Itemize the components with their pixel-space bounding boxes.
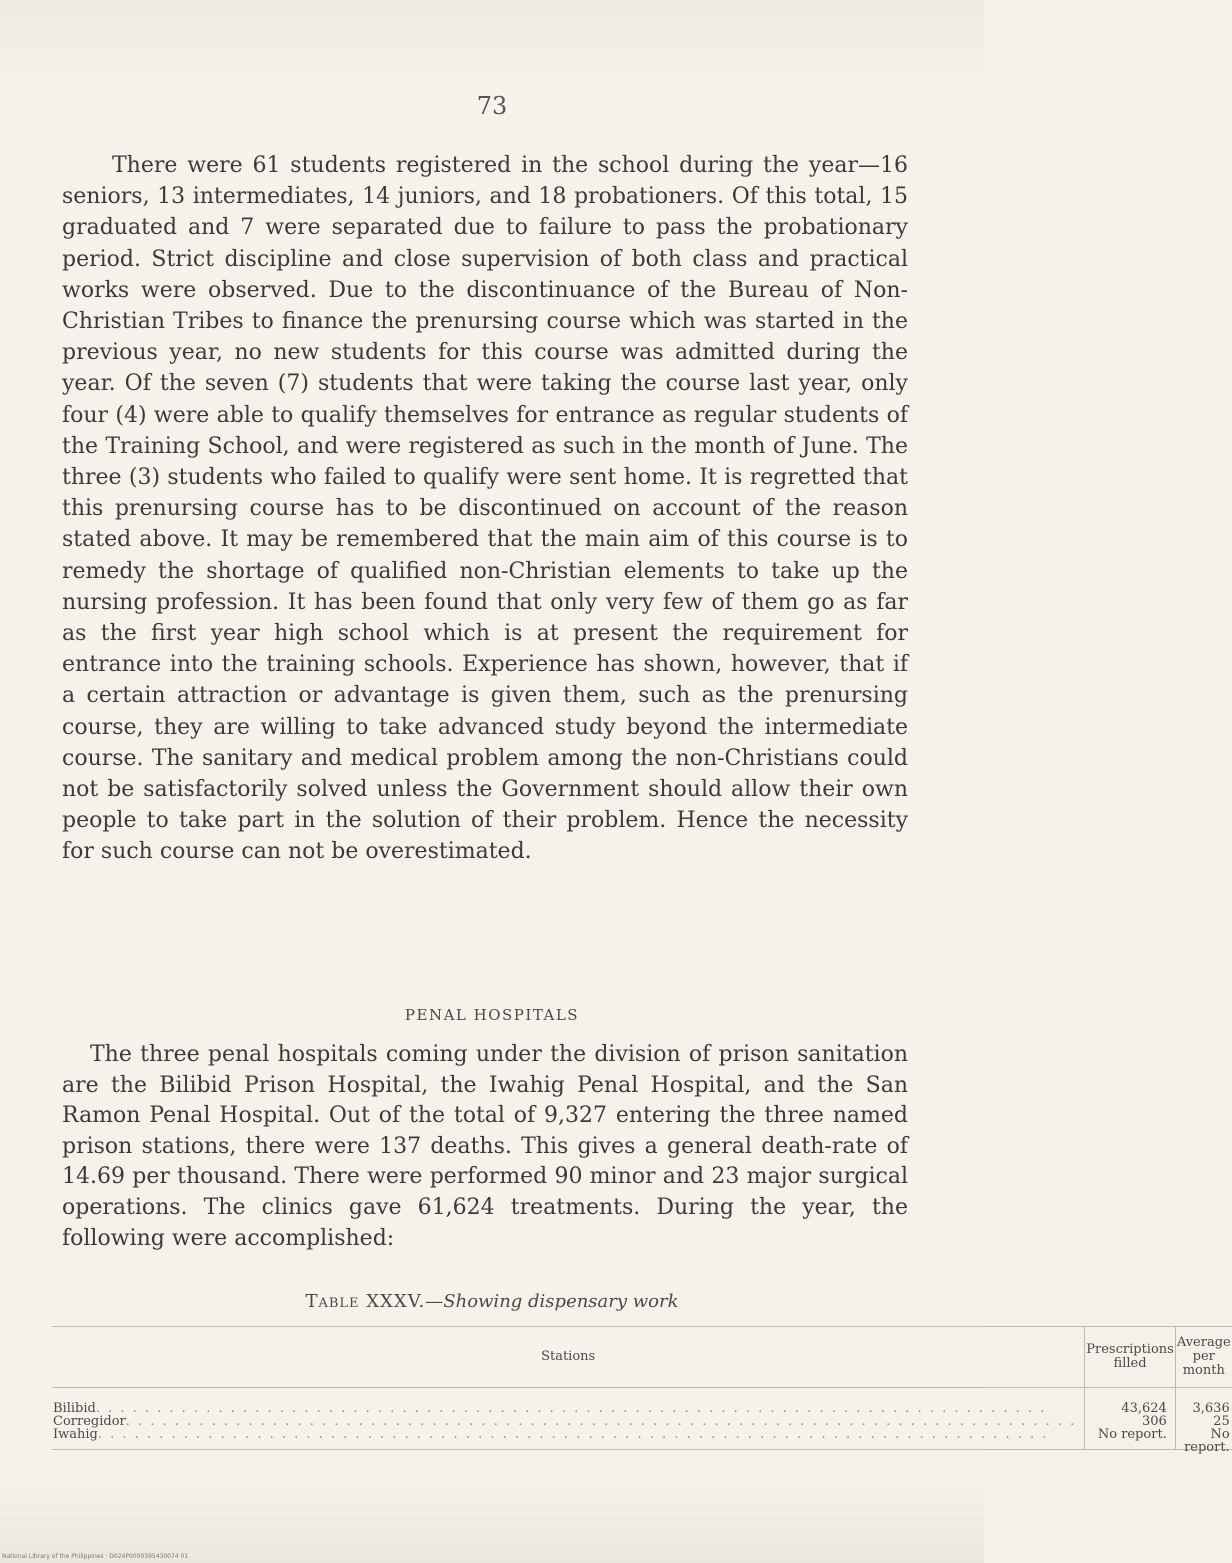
dispensary-work-table [52,1326,1232,1455]
paragraph-penal-hospitals: The three penal hospitals coming under the division of prison sanitation are the Bilibid Prison Hospital, the Iwahig Penal Hospital, and the San Ramon Penal Hospital. Out of the total of 9,327 entering the three named prison stations, there were 137 deaths. This gives a general death-rate of 14.69 per thousand. There were performed 90 minor and 23 major surgical operations. The clinics gave 61,624 treatments. During the year, the following were accomplished: [62,1042,908,1251]
table-caption-description: —Showing dispensary work [425,1291,679,1312]
leader-dots: . . . . . . . . . . . . . . . . . . . . . . . . . . . . . . . . . . . . . . . . . . . . . . . . . . . . . . . . . . . . . . . . . . . . . . . . . . . . . . [97,1427,1049,1442]
header-average-line2: month [1182,1363,1225,1378]
station-name: Corregidor [53,1414,126,1429]
leader-dots: . . . . . . . . . . . . . . . . . . . . . . . . . . . . . . . . . . . . . . . . . . . . . . . . . . . . . . . . . . . . . . . . . . . . . . . . . . . . . . [95,1401,1047,1416]
header-prescriptions-filled [1085,1327,1176,1388]
table-caption [0,1291,984,1312]
header-average-per-month [1175,1327,1231,1388]
table-caption-label: Table XXXV. [305,1291,426,1312]
stations-cell [52,1388,1085,1450]
leader-dots: . . . . . . . . . . . . . . . . . . . . . . . . . . . . . . . . . . . . . . . . . . . . . . . . . . . . . . . . . . . . . . . . . . . . . . . . . . . . . . [125,1414,1077,1429]
header-average-line1: Average per [1176,1335,1231,1364]
paragraph-training-school: There were 61 students registered in the school during the year—16 seniors, 13 intermediates, 14 juniors, and 18 probationers. Of this total, 15 graduated and 7 were separated due to failure to pass the probationary period. Strict discipline and close supervision of both class and practical works were observed. Due to the discontinuance of the Bureau of Non-Christian Tribes to finance the prenursing course which was started in the previous year, no new students for this course was admitted during the year. Of the seven (7) students that were taking the course last year, only four (4) were able to qualify themselves for entrance as regular students of the Training School, and were registered as such in the month of June. The three (3) students who failed to qualify were sent home. It is regretted that this prenursing course has to be discontinued on account of the reason stated above. It may be remembered that the main aim of this course is to remedy the shortage of qualified non-Christian elements to take up the nursing profession. It has been found that only very few of them go as far as the first year high school which is at present the requirement for entrance into the training schools. Experience has shown, however, that if a certain attraction or advantage is given them, such as the prenursing course, they are willing to take advanced study beyond the intermediate course. The sanitary and medical problem among the non-Christians could not be satisfactorily solved unless the Government should allow their own people to take part in the solution of their problem. Hence the necessity for such course can not be overestimated. [62,153,908,865]
average-cell [1175,1388,1231,1455]
table-header-row [52,1327,1232,1388]
header-stations: Stations [52,1327,1085,1388]
station-name: Iwahig [53,1427,98,1442]
station-name: Bilibid [53,1401,96,1416]
average-value: 25 [1213,1414,1230,1429]
section-text [62,1040,908,1254]
table-body-row [52,1388,1232,1450]
body-text [62,150,908,868]
scan-footer-note: National Library of the Philippines · D024P0000395430074 01 [2,1553,189,1560]
prescriptions-value: No report. [1097,1427,1167,1442]
header-prescriptions-line1: Prescriptions [1086,1342,1174,1357]
header-prescriptions-line2: filled [1113,1356,1147,1371]
average-value: 3,636 [1192,1401,1230,1416]
section-heading: PENAL HOSPITALS [404,1006,580,1024]
page-number: 73 [476,92,508,120]
prescriptions-value: 306 [1142,1414,1167,1429]
table-row [53,1428,1076,1441]
average-value: No report. [1184,1427,1230,1455]
prescriptions-value: 43,624 [1121,1401,1167,1416]
prescriptions-cell [1085,1388,1176,1450]
